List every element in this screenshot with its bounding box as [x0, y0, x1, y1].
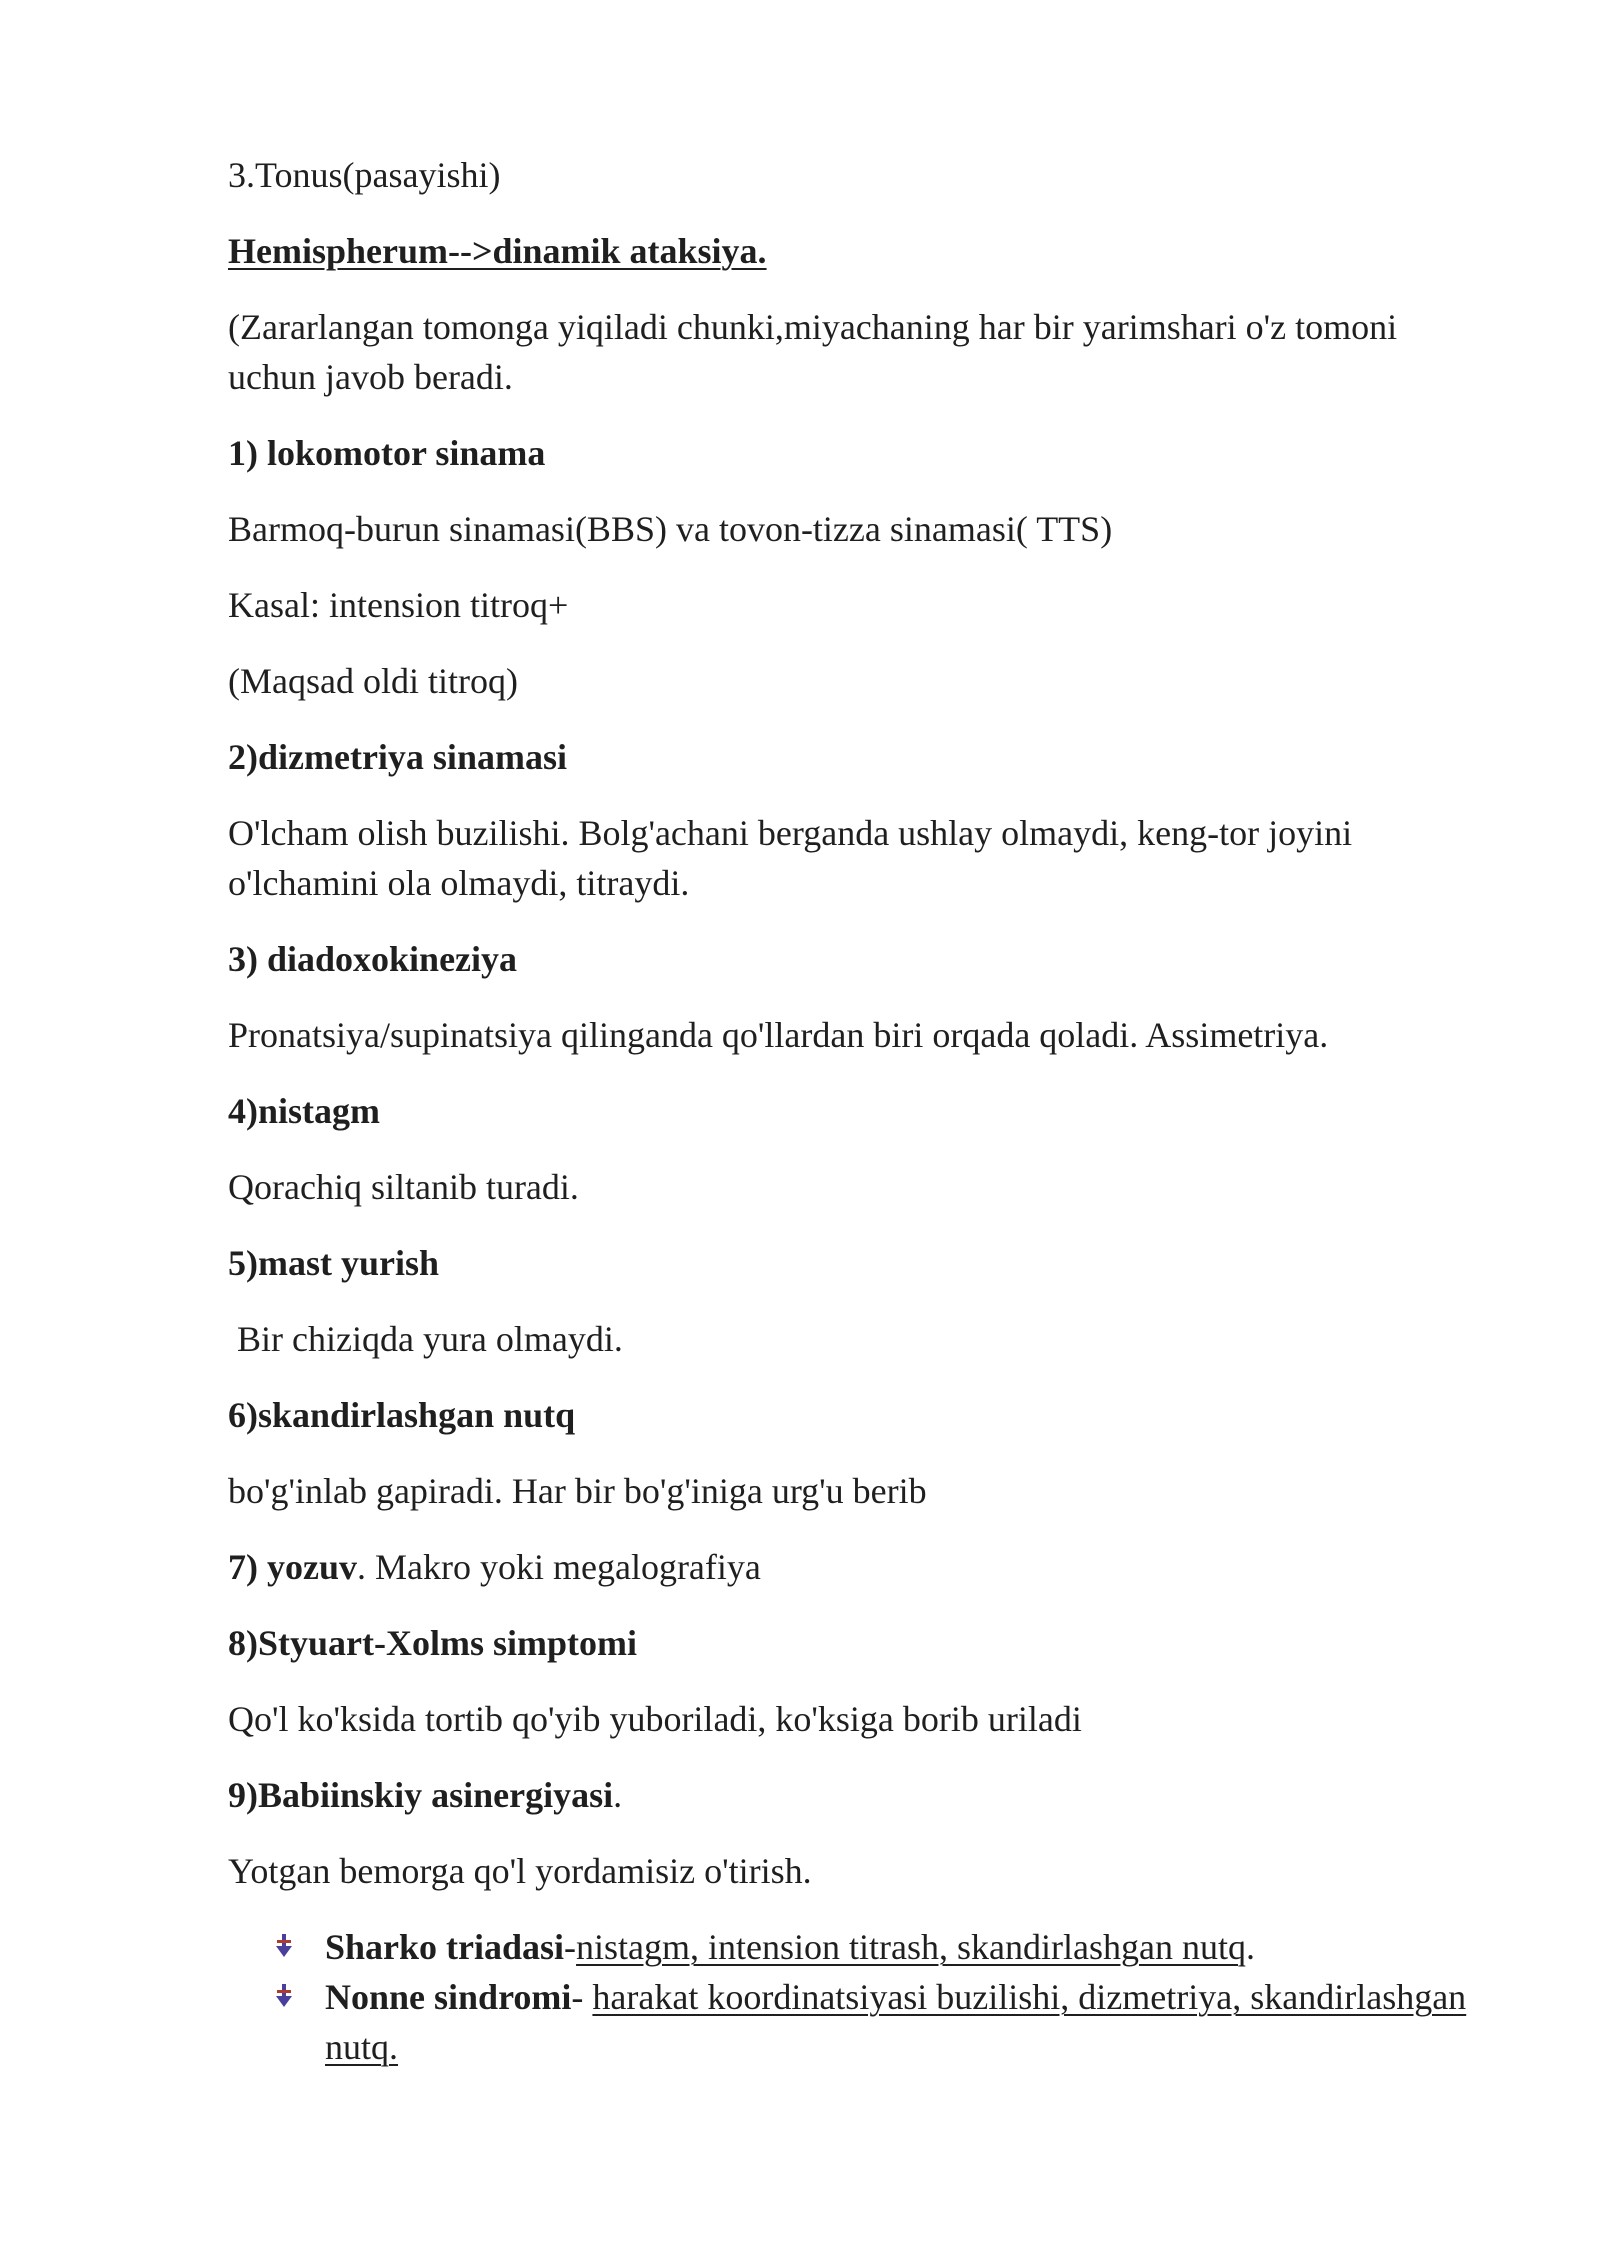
bullet-desc: harakat koordinatsiyasi buzilishi, dizmetriya, skandirlashgan nutq. — [325, 1977, 1467, 2067]
bullet-term: Nonne sindromi — [325, 1977, 572, 2017]
bullet-desc: nistagm, intension titrash, skandirlashgan nutq — [576, 1927, 1246, 1967]
list-item — [325, 1972, 1468, 2072]
paragraph-pronatsiya: Pronatsiya/supinatsiya qilinganda qo'llardan biri orqada qoladi. Assimetriya. — [228, 1015, 1329, 1055]
paragraph-olcham: O'lcham olish buzilishi. Bolg'achani berganda ushlay olmaydi, keng-tor joyini o'lchamini ola olmaydi, titraydi. — [228, 813, 1353, 903]
syndrome-list — [228, 1922, 1468, 2072]
heading-styuart-xolms: 8)Styuart-Xolms simptomi — [228, 1623, 637, 1663]
list-item — [325, 1922, 1468, 1972]
heading-skandirlashgan: 6)skandirlashgan nutq — [228, 1395, 576, 1435]
heading-dizmetriya: 2)dizmetriya sinamasi — [228, 737, 567, 777]
paragraph-qorachiq: Qorachiq siltanib turadi. — [228, 1167, 579, 1207]
heading-nistagm: 4)nistagm — [228, 1091, 380, 1131]
document-page — [228, 150, 1468, 2072]
heading-diadoxokineziya: 3) diadoxokineziya — [228, 939, 518, 979]
tonus-line: 3.Tonus(pasayishi) — [228, 155, 501, 195]
paragraph-kasal: Kasal: intension titroq+ — [228, 585, 569, 625]
heading-babiinskiy: 9)Babiinskiy asinergiyasi — [228, 1775, 614, 1815]
paragraph-maqsad: (Maqsad oldi titroq) — [228, 661, 518, 701]
paragraph-yotgan: Yotgan bemorga qo'l yordamisiz o'tirish. — [228, 1851, 812, 1891]
bullet-tail: . — [1245, 1927, 1255, 1967]
heading-lokomotor: 1) lokomotor sinama — [228, 433, 546, 473]
paragraph-chiziq: Bir chiziqda yura olmaydi. — [228, 1319, 623, 1359]
paragraph-boginlab: bo'g'inlab gapiradi. Har bir bo'g'iniga urg'u berib — [228, 1471, 927, 1511]
paragraph-yozuv — [228, 1542, 1468, 1592]
arrow-down-icon — [275, 1934, 293, 1958]
yozuv-text: . Makro yoki megalografiya — [357, 1547, 761, 1587]
arrow-down-icon — [275, 1984, 293, 2008]
bullet-sep: - — [571, 1977, 593, 2017]
bullet-term: Sharko triadasi — [325, 1927, 565, 1967]
heading-yozuv: 7) yozuv — [228, 1547, 357, 1587]
heading-mast-yurish: 5)mast yurish — [228, 1243, 440, 1283]
hemispherum-heading: Hemispherum-->dinamik ataksiya. — [228, 231, 767, 271]
babiinskiy-tail: . — [613, 1775, 623, 1815]
zararlangan-paragraph: (Zararlangan tomonga yiqiladi chunki,miyachaning har bir yarimshari o'z tomoni uchun javob beradi. — [228, 307, 1398, 397]
paragraph-babiinskiy — [228, 1770, 1468, 1820]
paragraph-qol-koksida: Qo'l ko'ksida tortib qo'yib yuboriladi, ko'ksiga borib uriladi — [228, 1699, 1082, 1739]
paragraph-bbs-tts: Barmoq-burun sinamasi(BBS) va tovon-tizza sinamasi( TTS) — [228, 509, 1113, 549]
bullet-sep: - — [564, 1927, 577, 1967]
